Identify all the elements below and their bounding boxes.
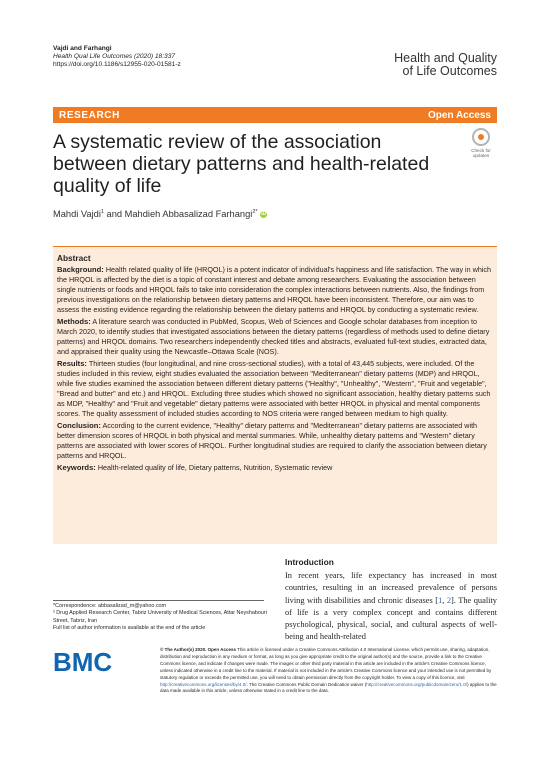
author-name: Mahdi Vajdi bbox=[53, 209, 101, 220]
abstract-background bbox=[57, 265, 493, 315]
article-type: RESEARCH bbox=[59, 109, 120, 121]
check-updates-line2: updates bbox=[472, 153, 490, 158]
abstract-keywords bbox=[57, 463, 493, 473]
section-text: A literature search was conducted in PubMed, Scopus, Web of Sciences and Google scholar databases from inception to March 2020, to identify studies that investigated associations between the dietary patterns (regardless of methods used to define dietary patterns) and HRQOL domains. Two researchers independently checked titles and abstracts, evaluated full-text studies, extracted data, and appraised their quality using the Newcastle–Ottawa Scale (NOS). bbox=[57, 317, 490, 356]
orcid-icon[interactable]: iD bbox=[261, 211, 267, 218]
correspondence-email: *Correspondence: abbasalizad_m@yahoo.com bbox=[53, 603, 167, 609]
doi-link[interactable]: https://doi.org/10.1186/s12955-020-01581-z bbox=[53, 61, 181, 69]
bmc-logo: BMC bbox=[53, 647, 113, 677]
license-text: ) applies to the data made available in this article, unless otherwise stated in a credit line to the data. bbox=[160, 681, 497, 694]
open-access-label: Open Access bbox=[428, 109, 491, 121]
intro-text-part: In recent years, life expectancy has increased in most countries, resulting in an increased prevalence of persons living with disabilities and chronic diseases [ bbox=[285, 571, 497, 605]
section-label: Methods: bbox=[57, 317, 91, 326]
section-label: Conclusion: bbox=[57, 421, 101, 430]
abstract-box bbox=[53, 246, 497, 544]
introduction-text bbox=[285, 570, 497, 644]
check-for-updates-badge[interactable] bbox=[466, 128, 496, 158]
intro-text-part: , bbox=[442, 595, 447, 605]
section-label: Background: bbox=[57, 265, 104, 274]
check-updates-line1: Check for bbox=[471, 148, 491, 153]
abstract-results bbox=[57, 359, 493, 419]
running-authors: Vajdi and Farhangi bbox=[53, 45, 112, 52]
citation: Health Qual Life Outcomes (2020) 18:337 bbox=[53, 53, 176, 61]
license-text: This article is licensed under a Creative Commons Attribution 4.0 International License, which permits use, sharing, adaptation, distribution and reproduction in any medium or format, as long as you give appropriate credit to the original author(s) and the source, provide a link to the Creative Commons licence, and indicate if changes were made. The images or other third party material in this article are included in the article's Creative Commons licence, unless indicated otherwise in a credit line to the material. If material is not included in the article's Creative Commons licence and your intended use is not permitted by statutory regulation or exceeds the permitted use, you will need to obtain permission directly from the copyright holder. To view a copy of this licence, visit bbox=[160, 647, 492, 680]
intro-text-part: ]. The quality of life is a very complex concept and contains different psychological, physical, social, and cultural aspects of well-being and health-related bbox=[285, 595, 497, 642]
section-text: Health related quality of life (HRQOL) is a potent indicator of individual's happiness and life satisfaction. The way in which the HRQOL is affected by the diet is a topic of constant interest and debate among researchers. Evaluating the association between single nutrients or foods and HRQOL fails to take into consideration the complex interactions between nutrients. Also, the findings from previous investigations on the relationship between dietary patterns and HRQOL have been inconsistent. Therefore, our aim was to assess the existing evidence regarding the relationship between the dietary patterns and HRQOL by conducting a systematic review. bbox=[57, 265, 492, 314]
section-label: Keywords: bbox=[57, 463, 96, 472]
reference-link[interactable]: 2 bbox=[446, 595, 452, 605]
abstract-methods bbox=[57, 317, 493, 357]
reference-link[interactable]: 1 bbox=[438, 595, 443, 605]
license-link[interactable]: http://creativecommons.org/licenses/by/4.0/ bbox=[160, 681, 247, 687]
article-header-info bbox=[53, 45, 181, 70]
license-text: . The Creative Commons Public Domain Dedication waiver ( bbox=[246, 681, 367, 687]
affiliation-address: ² Drug Applied Research Center, Tabriz University of Medical Sciences, Attar Neyshabouri Street, Tabriz, Iran bbox=[53, 610, 267, 624]
footnote-divider bbox=[53, 600, 264, 601]
article-title: A systematic review of the association between dietary patterns and health-related quality of life bbox=[53, 131, 430, 197]
abstract-heading: Abstract bbox=[57, 253, 91, 263]
article-type-banner bbox=[53, 107, 497, 123]
author-affiliation: 1 bbox=[100, 209, 104, 215]
journal-name bbox=[394, 52, 497, 77]
check-updates-icon bbox=[472, 128, 490, 146]
author-affiliation: 2* bbox=[252, 209, 258, 215]
author-name: Mahdieh Abbasalizad Farhangi bbox=[124, 209, 253, 220]
license-lead: © The Author(s) 2020. Open Access bbox=[160, 647, 237, 652]
author-separator: and bbox=[103, 209, 125, 220]
correspondence-footnote bbox=[53, 603, 268, 632]
author-list bbox=[53, 209, 267, 219]
section-text: Thirteen studies (four longitudinal, and nine cross-sectional studies), with a total of 43,445 subjects, were included. Of the studies included in this review, eight studies evaluated the association between "Mediterranean" dietary patterns (MDP) and HRQOL, while five studies examined the association between different dietary patterns ("Healthy", "Unhealthy", "Western", "Fruit and vegetable", "Bread and butter" and etc.) and HRQOL. Excluding three studies which showed no significant association, healthy dietary patterns such as MDP, "Healthy" and "Fruit and vegetable" dietary patterns were associated with better HRQOL in physical and mental components scores. The quality assessment of included studies according to NOS criteria were ranged between medium to high quality. bbox=[57, 359, 491, 418]
section-text: Health-related quality of life, Dietary patterns, Nutrition, Systematic review bbox=[97, 463, 333, 472]
license-statement bbox=[160, 647, 497, 695]
public-domain-link[interactable]: http://creativecommons.org/publicdomain/zero/1.0/ bbox=[366, 681, 468, 687]
author-info-note: Full list of author information is available at the end of the article bbox=[53, 624, 206, 631]
introduction-heading: Introduction bbox=[285, 557, 334, 567]
abstract-conclusion bbox=[57, 421, 493, 461]
journal-name-line1: Health and Quality bbox=[394, 51, 497, 65]
journal-name-line2: of Life Outcomes bbox=[402, 63, 497, 78]
section-label: Results: bbox=[57, 359, 87, 368]
section-text: According to the current evidence, "Healthy" dietary patterns and "Mediterranean" dietary patterns are associated with better dimension scores of HRQOL in both physical and mental summaries. While, unhealthy dietary patterns and "Western" dietary patterns are associated with lower scores of HRQOL. Further longitudinal studies are required to clarify the association between dietary patterns and HRQOL. bbox=[57, 421, 487, 460]
check-updates-label bbox=[466, 148, 496, 158]
